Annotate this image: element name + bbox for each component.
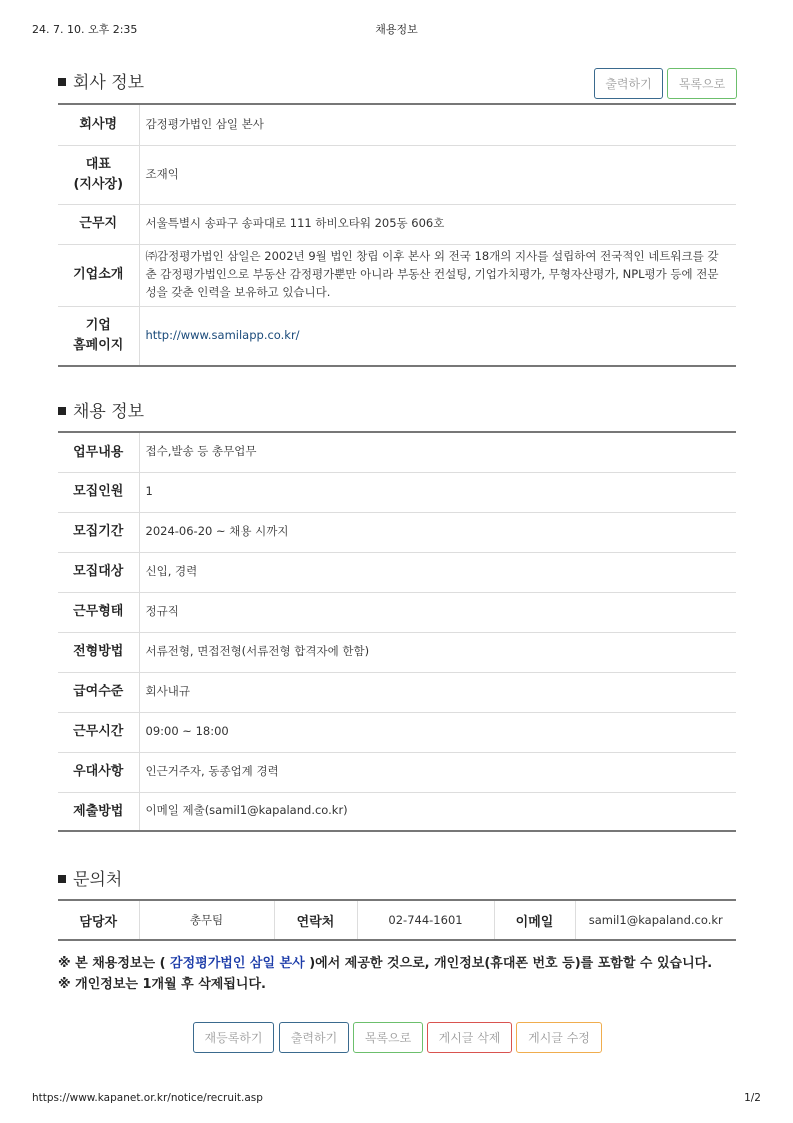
manager-value: 총무팀 — [139, 900, 274, 940]
row-label: 대표 (지사장) — [58, 145, 139, 204]
notice-suffix: )에서 제공한 것으로, 개인정보(휴대폰 번호 등)를 포함할 수 있습니다. — [304, 956, 713, 971]
row-value: 09:00 ~ 18:00 — [139, 712, 736, 752]
row-value: 회사내규 — [139, 672, 736, 712]
table-row — [58, 552, 736, 592]
print-button-bottom[interactable]: 출력하기 — [279, 1022, 349, 1053]
phone-value: 02-744-1601 — [357, 900, 494, 940]
page-number: 1/2 — [744, 1092, 761, 1104]
list-button-bottom[interactable]: 목록으로 — [353, 1022, 423, 1053]
table-row — [58, 592, 736, 632]
row-label: 제출방법 — [58, 792, 139, 831]
table-row — [58, 672, 736, 712]
manager-label: 담당자 — [58, 900, 139, 940]
contact-section-title-text: 문의처 — [73, 870, 123, 890]
row-label: 회사명 — [58, 104, 139, 145]
row-label: 모집인원 — [58, 472, 139, 512]
phone-label: 연락처 — [274, 900, 357, 940]
bullet-square-icon — [58, 875, 66, 883]
table-row — [58, 204, 736, 244]
recruit-info-table — [58, 431, 736, 832]
notice-company: 감정평가법인 삼일 본사 — [170, 956, 305, 971]
row-value: 신입, 경력 — [139, 552, 736, 592]
row-label: 근무형태 — [58, 592, 139, 632]
row-label: 전형방법 — [58, 632, 139, 672]
row-value: 서류전형, 면접전형(서류전형 합격자에 한함) — [139, 632, 736, 672]
homepage-cell — [139, 306, 736, 366]
company-section-title — [58, 68, 144, 93]
bullet-square-icon — [58, 78, 66, 86]
table-row — [58, 792, 736, 831]
recruit-section-title-text: 채용 정보 — [73, 402, 145, 422]
row-label: 기업 홈페이지 — [58, 306, 139, 366]
contact-section-title — [58, 865, 122, 890]
bullet-square-icon — [58, 407, 66, 415]
table-row — [58, 306, 736, 366]
company-name-value: 감정평가법인 삼일 본사 — [139, 104, 736, 145]
notice-line-1 — [58, 953, 738, 974]
row-label: 근무시간 — [58, 712, 139, 752]
row-label: 급여수준 — [58, 672, 139, 712]
row-label: 모집대상 — [58, 552, 139, 592]
table-row — [58, 752, 736, 792]
notice-prefix: ※ 본 채용정보는 ( — [58, 956, 171, 971]
row-label: 우대사항 — [58, 752, 139, 792]
table-row — [58, 472, 736, 512]
table-row — [58, 712, 736, 752]
row-value: 이메일 제출(samil1@kapaland.co.kr) — [145, 803, 348, 818]
row-label: 근무지 — [58, 204, 139, 244]
row-value: 접수,발송 등 총무업무 — [139, 432, 736, 472]
company-intro-value: ㈜감정평가법인 삼일은 2002년 9월 법인 창립 이후 본사 외 전국 18개의 지사를 설립하여 전국적인 네트워크를 갖춘 감정평가법인으로 부동산 감정평가뿐만 아니라 부동산 컨설팅, 기업가치평가, 무형자산평가, NPL평가 등에 전문성을 갖춘 인력을 보유하고 있습니다. — [139, 244, 736, 306]
print-button-top[interactable]: 출력하기 — [594, 68, 663, 99]
print-title: 채용정보 — [375, 23, 418, 36]
privacy-notice — [58, 953, 738, 995]
list-button-top[interactable]: 목록으로 — [667, 68, 737, 99]
workplace-value: 서울특별시 송파구 송파대로 111 하비오타워 205동 606호 — [139, 204, 736, 244]
notice-line-2: ※ 개인정보는 1개월 후 삭제됩니다. — [58, 977, 266, 993]
row-value: 인근거주자, 동종업계 경력 — [139, 752, 736, 792]
email-value: samil1@kapaland.co.kr — [588, 913, 723, 927]
row-value: 2024-06-20 ~ 채용 시까지 — [139, 512, 736, 552]
row-label: 기업소개 — [58, 244, 139, 306]
row-value: 1 — [139, 472, 736, 512]
edit-post-button[interactable]: 게시글 수정 — [516, 1022, 602, 1053]
homepage-link[interactable]: http://www.samilapp.co.kr/ — [145, 327, 300, 342]
table-row — [58, 900, 736, 940]
print-header — [0, 21, 793, 37]
table-row — [58, 145, 736, 204]
company-info-table — [58, 103, 736, 367]
row-label: 업무내용 — [58, 432, 139, 472]
print-footer — [0, 1092, 793, 1108]
table-row — [58, 104, 736, 145]
page-url: https://www.kapanet.or.kr/notice/recruit.asp — [32, 1092, 263, 1104]
table-row — [58, 512, 736, 552]
row-value: 정규직 — [139, 592, 736, 632]
table-row — [58, 632, 736, 672]
contact-table — [58, 899, 736, 941]
ceo-value: 조재익 — [139, 145, 736, 204]
row-label: 모집기간 — [58, 512, 139, 552]
recruit-section-title — [58, 397, 144, 422]
print-date: 24. 7. 10. 오후 2:35 — [32, 23, 138, 36]
email-label: 이메일 — [494, 900, 575, 940]
table-row — [58, 244, 736, 306]
company-section-title-text: 회사 정보 — [73, 73, 145, 93]
table-row — [58, 432, 736, 472]
reregister-button[interactable]: 재등록하기 — [193, 1022, 274, 1053]
delete-post-button[interactable]: 게시글 삭제 — [427, 1022, 512, 1053]
